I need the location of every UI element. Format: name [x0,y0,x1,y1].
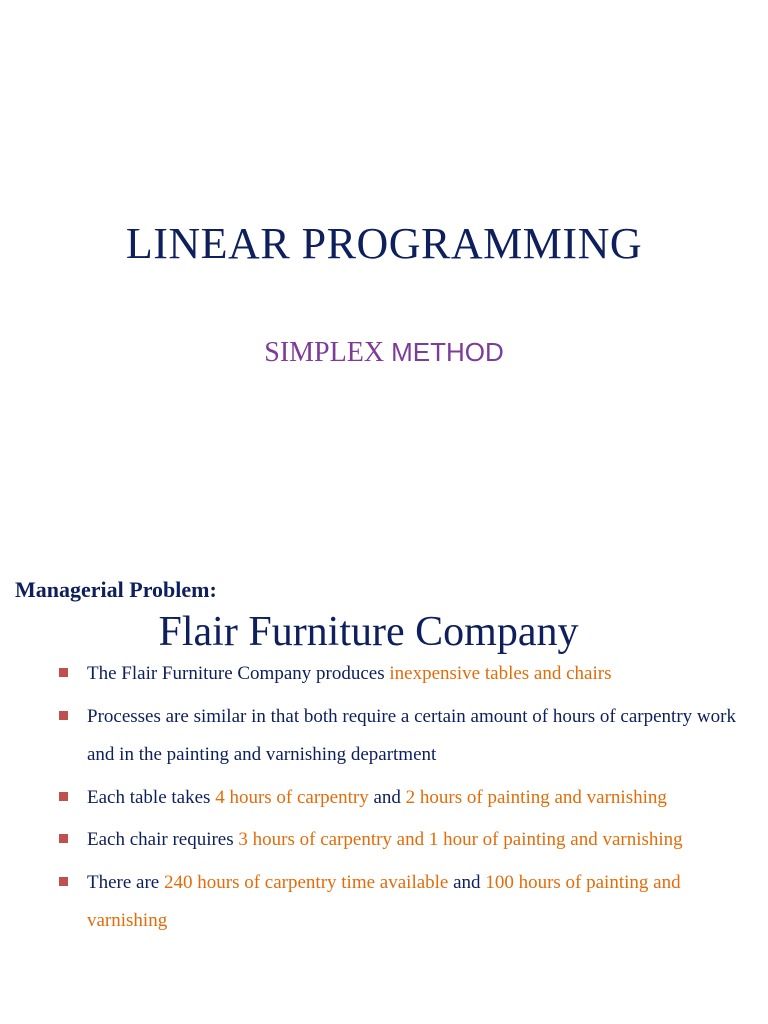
bullet-square-icon [59,668,68,677]
bullet-item [0,698,768,775]
problem-slide [0,560,768,1024]
bullet-square-icon [59,877,68,886]
company-title: Flair Furniture Company [158,609,579,655]
bullet-highlight-text: 100 hours of painting and varnishing [87,871,681,931]
section-label: Managerial Problem: [15,577,217,602]
bullet-square-icon [59,792,68,801]
bullet-highlight-text: 240 hours of carpentry time available [164,871,449,893]
main-title: LINEAR PROGRAMMING [125,219,643,268]
bullet-square-icon [59,834,68,843]
bullet-item [0,821,768,860]
subtitle-word-simplex: SIMPLEX [264,337,385,368]
bullet-list [0,655,768,945]
bullet-text: Processes are similar in that both require a certain amount of hours of carpentry work and in the painting and varnishing department [87,705,736,765]
subtitle [0,334,768,371]
bullet-text: Each table takes [87,786,216,808]
subtitle-word-method: METHOD [391,337,504,367]
bullet-highlight-text: inexpensive tables and chairs [389,663,612,684]
bullet-highlight-text: 3 hours of carpentry and 1 hour of painting and varnishing [238,829,683,850]
bullet-square-icon [59,711,68,720]
bullet-item [0,779,768,818]
bullet-text: and [368,786,406,808]
bullet-text: Each chair requires [87,829,239,850]
bullet-item [0,655,768,694]
bullet-text: and [448,871,486,893]
bullet-text: The Flair Furniture Company produces [87,663,390,684]
bullet-highlight-text: 4 hours of carpentry [215,786,369,808]
bullet-highlight-text: 2 hours of painting and varnishing [405,786,667,808]
bullet-text: There are [87,871,164,893]
bullet-item [0,864,768,941]
